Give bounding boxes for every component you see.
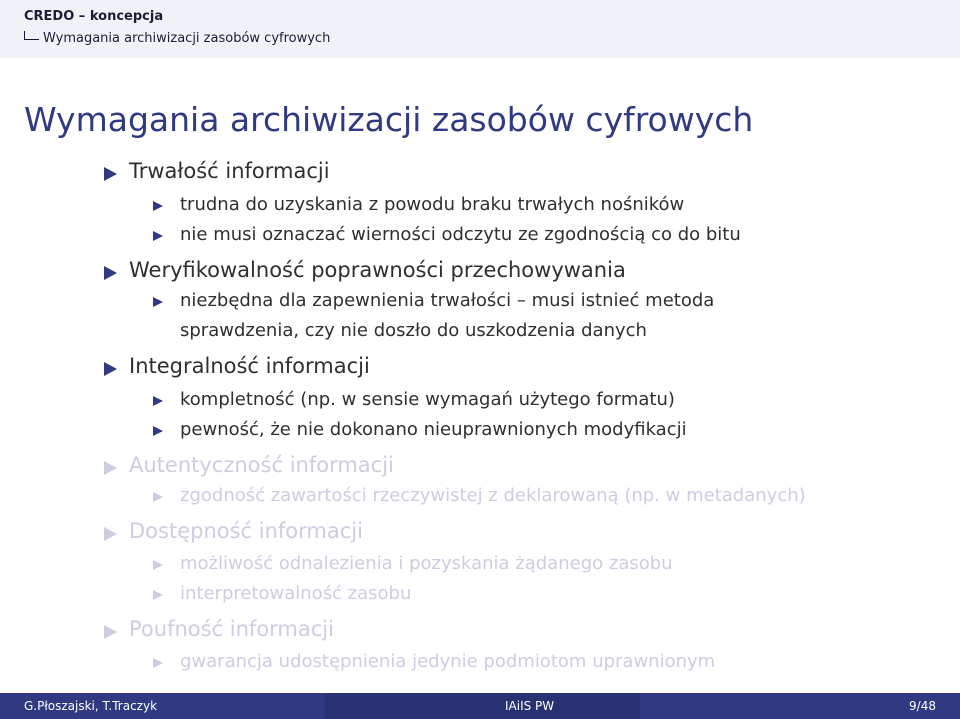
- list-item-text: możliwość odnalezienia i pozyskania żądanego zasobu: [180, 553, 673, 574]
- triangle-bullet-icon: [153, 492, 163, 502]
- list-item-text: zgodność zawartości rzeczywistej z deklarowaną (np. w metadanych): [180, 485, 806, 506]
- footer-institute: IAiIS PW: [505, 699, 555, 713]
- slide-footer: [0, 693, 960, 719]
- triangle-bullet-icon: [104, 362, 117, 376]
- list-item-text: interpretowalność zasobu: [180, 583, 412, 604]
- triangle-bullet-icon: [153, 297, 163, 307]
- header-subsection: koncepcja: [89, 9, 164, 24]
- header-section-line: [24, 9, 163, 24]
- list-item-text: niezbędna dla zapewnienia trwałości – musi istnieć metoda: [180, 290, 715, 311]
- triangle-bullet-icon: [153, 231, 163, 241]
- header-frame-title: Wymagania archiwizacji zasobów cyfrowych: [43, 31, 331, 46]
- list-item-text: kompletność (np. w sensie wymagań użytego formatu): [180, 389, 675, 410]
- triangle-bullet-icon: [153, 201, 163, 211]
- triangle-bullet-icon: [104, 266, 117, 280]
- header-section: CREDO: [24, 9, 75, 24]
- list-item-text: sprawdzenia, czy nie doszło do uszkodzenia danych: [180, 320, 647, 341]
- list-item-text: Trwałość informacji: [129, 159, 330, 183]
- footer-middle-band: [325, 693, 640, 719]
- triangle-bullet-icon: [153, 396, 163, 406]
- list-item-text: Weryfikowalność poprawności przechowywania: [129, 258, 626, 282]
- list-item-text: Poufność informacji: [129, 617, 334, 641]
- header-separator: –: [74, 9, 90, 24]
- list-item-text: trudna do uzyskania z powodu braku trwałych nośników: [180, 194, 685, 215]
- list-item-text: nie musi oznaczać wierności odczytu ze zgodnością co do bitu: [180, 224, 741, 245]
- tree-corner-icon: [24, 31, 39, 40]
- list-item-text: Dostępność informacji: [129, 519, 363, 543]
- list-item-text: pewność, że nie dokonano nieuprawnionych modyfikacji: [180, 419, 687, 440]
- triangle-bullet-icon: [153, 590, 163, 600]
- header-frame-line: [24, 31, 330, 46]
- slide-header: [0, 0, 960, 58]
- list-item-text: Autentyczność informacji: [129, 453, 394, 477]
- triangle-bullet-icon: [104, 527, 117, 541]
- slide-title: Wymagania archiwizacji zasobów cyfrowych: [24, 100, 754, 139]
- triangle-bullet-icon: [104, 167, 117, 181]
- triangle-bullet-icon: [153, 658, 163, 668]
- footer-page-number: 9/48: [909, 699, 936, 713]
- triangle-bullet-icon: [104, 461, 117, 475]
- footer-authors: G.Płoszajski, T.Traczyk: [24, 699, 158, 713]
- list-item-text: gwarancja udostępnienia jedynie podmiotom uprawnionym: [180, 651, 716, 672]
- triangle-bullet-icon: [153, 426, 163, 436]
- triangle-bullet-icon: [104, 625, 117, 639]
- triangle-bullet-icon: [153, 560, 163, 570]
- list-item-text: Integralność informacji: [129, 354, 370, 378]
